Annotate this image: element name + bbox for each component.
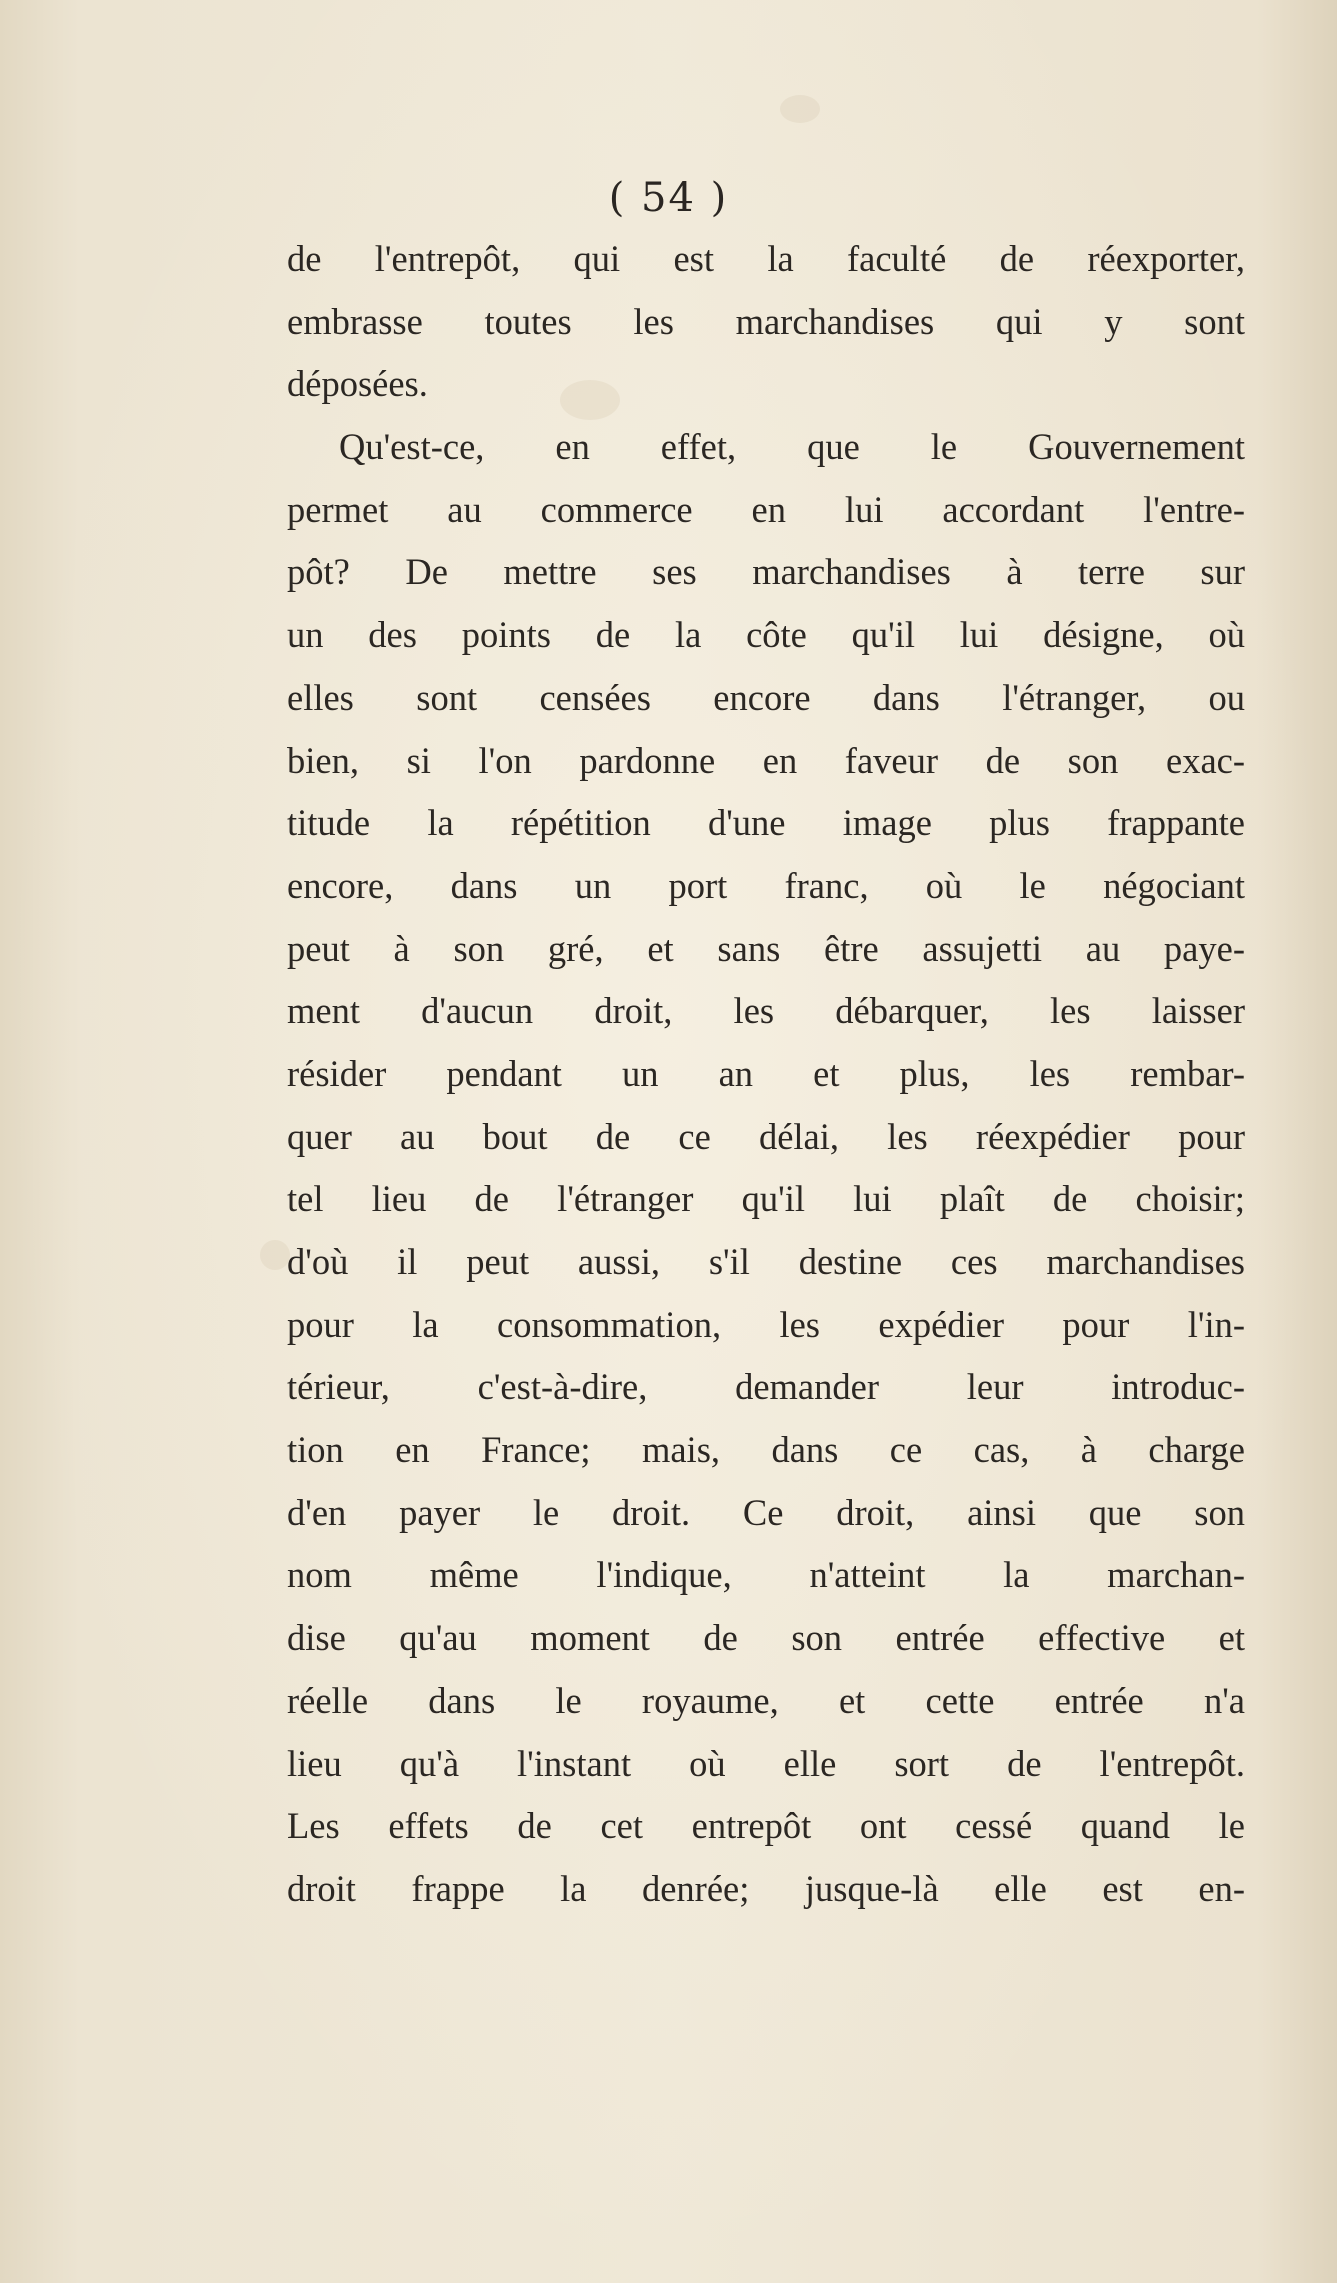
text-line: pôt? De mettre ses marchandises à terre sur	[287, 551, 1245, 593]
text-line: dise qu'au moment de son entrée effective et	[287, 1617, 1245, 1659]
text-line: Les effets de cet entrepôt ont cessé quand le	[287, 1805, 1245, 1847]
text-line: bien, si l'on pardonne en faveur de son exac-	[287, 739, 1245, 781]
text-line: quer au bout de ce délai, les réexpédier pour	[287, 1115, 1245, 1157]
body-text	[287, 228, 1245, 1921]
paper-stain	[260, 1240, 290, 1270]
paper-stain	[780, 95, 820, 123]
text-line: pour la consommation, les expédier pour l'in-	[287, 1303, 1245, 1345]
text-line: permet au commerce en lui accordant l'entre-	[287, 488, 1245, 530]
text-line: peut à son gré, et sans être assujetti au paye-	[287, 927, 1245, 969]
text-line: d'où il peut aussi, s'il destine ces marchandises	[287, 1241, 1245, 1282]
text-line: de l'entrepôt, qui est la faculté de réexporter,	[287, 238, 1245, 279]
text-line: tel lieu de l'étranger qu'il lui plaît de choisir;	[287, 1178, 1245, 1220]
text-line: d'en payer le droit. Ce droit, ainsi que son	[287, 1491, 1245, 1533]
text-line: résider pendant un an et plus, les rembar-	[287, 1052, 1245, 1094]
page-number: ( 54 )	[608, 175, 729, 221]
text-line: réelle dans le royaume, et cette entrée n'a	[287, 1679, 1245, 1721]
text-line: lieu qu'à l'instant où elle sort de l'entrepôt.	[287, 1742, 1245, 1784]
text-line: encore, dans un port franc, où le négociant	[287, 864, 1245, 906]
text-line: déposées.	[287, 363, 428, 405]
text-line: tion en France; mais, dans ce cas, à charge	[287, 1429, 1245, 1471]
text-line: titude la répétition d'une image plus frappante	[287, 802, 1245, 844]
text-line: elles sont censées encore dans l'étranger, ou	[287, 676, 1245, 718]
text-line: embrasse toutes les marchandises qui y sont	[287, 300, 1245, 342]
text-line: térieur, c'est-à-dire, demander leur introduc-	[287, 1366, 1245, 1408]
text-line: Qu'est-ce, en effet, que le Gouvernement	[339, 426, 1245, 468]
text-line: nom même l'indique, n'atteint la marchan-	[287, 1554, 1245, 1596]
text-line: droit frappe la denrée; jusque-là elle est en-	[287, 1867, 1245, 1909]
text-line: ment d'aucun droit, les débarquer, les laisser	[287, 990, 1245, 1032]
text-line: un des points de la côte qu'il lui désigne, où	[287, 614, 1245, 656]
